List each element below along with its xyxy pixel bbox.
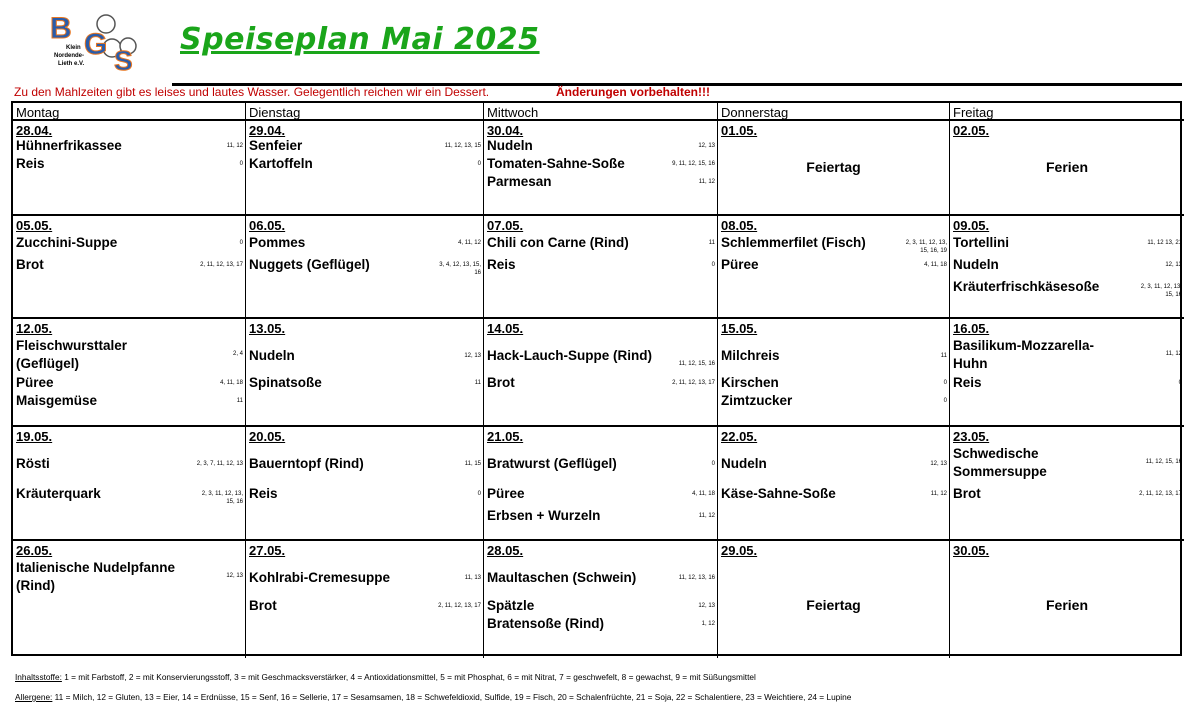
day-cell <box>718 216 950 319</box>
day-date: 30.05. <box>953 543 990 558</box>
menu-item: Erbsen + Wurzeln <box>487 508 601 523</box>
menu-item-codes: 2, 3, 7, 11, 12, 13 <box>196 461 243 467</box>
day-cell <box>950 541 1184 658</box>
menu-item: Bratwurst (Geflügel) <box>487 456 617 471</box>
day-cell <box>950 216 1184 319</box>
day-date: 21.05. <box>487 429 524 444</box>
day-date: 13.05. <box>249 321 286 336</box>
menu-item: Reis <box>16 156 45 171</box>
menu-item-codes: 3, 4, 12, 13, 15, 16 <box>439 262 481 276</box>
day-date: 26.05. <box>16 543 53 558</box>
ingredients-label: Inhaltsstoffe: <box>15 672 62 682</box>
menu-item-codes: 0 <box>477 491 481 497</box>
menu-item: Hühnerfrikassee <box>16 138 122 153</box>
menu-item-codes: 11, 15 <box>464 461 481 467</box>
menu-item-codes: 12, 13 <box>698 143 715 149</box>
menu-item: Kohlrabi-Cremesuppe <box>249 570 391 585</box>
page-title: Speiseplan Mai 2025 <box>180 22 540 57</box>
menu-item-codes: 2, 3, 11, 12, 13, 15, 16, 19 <box>905 240 947 254</box>
menu-item-codes: 2, 3, 11, 12, 13, 15, 16 <box>201 491 243 505</box>
ingredients-legend <box>15 672 756 682</box>
menu-item: Brot <box>16 257 44 272</box>
svg-text:B: B <box>50 12 72 45</box>
menu-item-codes: 11 <box>474 380 481 386</box>
menu-item: Milchreis <box>721 348 780 363</box>
menu-item: Maisgemüse <box>16 393 98 408</box>
menu-item-codes: 11, 12, 13, 15 <box>444 143 481 149</box>
menu-item: Zucchini-Suppe <box>16 235 118 250</box>
menu-item: Nudeln <box>953 257 999 272</box>
menu-item: Parmesan <box>487 174 552 189</box>
day-cell <box>246 216 484 319</box>
menu-item: Kräuterquark <box>16 486 101 501</box>
day-date: 07.05. <box>487 218 524 233</box>
menu-item: Käse-Sahne-Soße <box>721 486 836 501</box>
day-date: 08.05. <box>721 218 758 233</box>
day-date: 06.05. <box>249 218 286 233</box>
menu-item: Chili con Carne (Rind) <box>487 235 629 250</box>
day-date: 29.04. <box>249 123 286 138</box>
menu-item: Kräuterfrischkäsesoße <box>953 279 1100 294</box>
day-cell <box>484 319 718 427</box>
menu-item-codes: 12, 13 <box>226 573 243 579</box>
menu-item-codes: 12, 13 <box>1165 262 1182 268</box>
menu-item: Brot <box>249 598 277 613</box>
menu-item-codes: 0 <box>711 262 715 268</box>
day-cell <box>484 541 718 658</box>
day-cell <box>484 216 718 319</box>
menu-item-codes: 4, 11, 18 <box>692 491 715 497</box>
menu-item: Kirschen <box>721 375 779 390</box>
day-cell <box>246 541 484 658</box>
menu-item-codes: 4, 11, 18 <box>924 262 947 268</box>
menu-item-codes: 11 <box>236 398 243 404</box>
menu-item: Schwedische Sommersuppe <box>953 446 1047 479</box>
day-header-montag: Montag <box>13 103 246 121</box>
menu-item-codes: 2, 11, 12, 13, 17 <box>672 380 715 386</box>
svg-text:G: G <box>84 28 108 61</box>
menu-table <box>11 101 1182 656</box>
day-date: 19.05. <box>16 429 53 444</box>
menu-item-codes: 11, 12, 13, 16 <box>678 575 715 581</box>
day-cell <box>950 121 1184 216</box>
day-date: 12.05. <box>16 321 53 336</box>
menu-item: Maultaschen (Schwein) <box>487 570 637 585</box>
menu-item: Reis <box>953 375 982 390</box>
day-cell <box>718 121 950 216</box>
day-cell <box>718 427 950 541</box>
menu-item-codes: 11, 12 <box>698 179 715 185</box>
menu-item: Püree <box>721 257 759 272</box>
day-date: 15.05. <box>721 321 758 336</box>
day-cell <box>13 427 246 541</box>
menu-item: Tomaten-Sahne-Soße <box>487 156 625 171</box>
day-cell <box>246 319 484 427</box>
day-cell <box>246 121 484 216</box>
menu-item-codes: 0 <box>477 161 481 167</box>
changes-reserved-note: Änderungen vorbehalten!!! <box>556 85 711 99</box>
menu-item-codes: 11, 12 <box>698 513 715 519</box>
menu-item-codes: 4, 11, 12 <box>458 240 481 246</box>
menu-item-codes: 11, 12 <box>1165 351 1182 357</box>
menu-item-codes: 11, 12 13, 21 <box>1147 240 1182 246</box>
day-date: 28.05. <box>487 543 524 558</box>
menu-item: Rösti <box>16 456 50 471</box>
day-date: 23.05. <box>953 429 990 444</box>
menu-item-codes: 11 <box>708 240 715 246</box>
day-date: 05.05. <box>16 218 53 233</box>
menu-item-codes: 9, 11, 12, 15, 16 <box>672 161 715 167</box>
menu-item: Pommes <box>249 235 306 250</box>
day-cell <box>246 427 484 541</box>
day-cell <box>13 216 246 319</box>
menu-item-codes: 4, 11, 18 <box>220 380 243 386</box>
day-cell <box>13 541 246 658</box>
menu-item-codes: 12, 13 <box>930 461 947 467</box>
day-date: 02.05. <box>953 123 990 138</box>
menu-item: Reis <box>249 486 278 501</box>
day-note: Feiertag <box>806 597 861 613</box>
ingredients-text: 1 = mit Farbstoff, 2 = mit Konservierungsstoff, 3 = mit Geschmacksverstärker, 4 = Antioxidationsmittel, 5 = mit Phosphat, 6 = mit Nitrat, 7 = geschwefelt, 8 = gewachst, 9 = mit Süßungsmittel <box>61 672 756 682</box>
day-date: 27.05. <box>249 543 286 558</box>
menu-item: Nudeln <box>721 456 767 471</box>
menu-item-codes: 0 <box>711 461 715 467</box>
day-cell <box>950 319 1184 427</box>
menu-item: Hack-Lauch-Suppe (Rind) <box>487 348 653 363</box>
menu-item-codes: 0 <box>943 380 947 386</box>
menu-item: Italienische Nudelpfanne (Rind) <box>16 560 176 593</box>
menu-item-codes: 0 <box>1178 380 1182 386</box>
day-cell <box>950 427 1184 541</box>
allergens-legend <box>15 692 851 702</box>
menu-item: Kartoffeln <box>249 156 313 171</box>
day-date: 20.05. <box>249 429 286 444</box>
menu-item: Senfeier <box>249 138 303 153</box>
day-cell <box>13 319 246 427</box>
menu-item: Spätzle <box>487 598 535 613</box>
menu-item: Brot <box>487 375 515 390</box>
day-date: 16.05. <box>953 321 990 336</box>
menu-item-codes: 2, 11, 12, 13, 17 <box>438 603 481 609</box>
svg-text:Lieth e.V.: Lieth e.V. <box>58 61 85 67</box>
water-note: Zu den Mahlzeiten gibt es leises und lautes Wasser. Gelegentlich reichen wir ein Dessert. <box>14 85 490 99</box>
day-cell <box>484 121 718 216</box>
day-date: 22.05. <box>721 429 758 444</box>
day-date: 30.04. <box>487 123 524 138</box>
menu-item: Püree <box>487 486 525 501</box>
menu-item: Brot <box>953 486 981 501</box>
menu-item: Zimtzucker <box>721 393 793 408</box>
day-cell <box>718 541 950 658</box>
club-logo <box>44 8 148 72</box>
day-date: 14.05. <box>487 321 524 336</box>
day-note: Feiertag <box>806 159 861 175</box>
menu-item-codes: 2, 11, 12, 13, 17 <box>200 262 243 268</box>
menu-item: Nuggets (Geflügel) <box>249 257 370 272</box>
day-note: Ferien <box>1045 597 1088 613</box>
svg-text:S: S <box>114 45 133 72</box>
menu-item-codes: 11, 13 <box>464 575 481 581</box>
day-header-donnerstag: Donnerstag <box>718 103 950 121</box>
allergens-label: Allergene: <box>15 692 53 702</box>
day-header-dienstag: Dienstag <box>246 103 484 121</box>
menu-item: Reis <box>487 257 516 272</box>
day-date: 29.05. <box>721 543 758 558</box>
menu-item-codes: 0 <box>239 240 243 246</box>
menu-item-codes: 2, 3, 11, 12, 13, 15, 16 <box>1140 284 1182 298</box>
menu-item: Fleischwursttaler (Geflügel) <box>16 338 128 371</box>
menu-item-codes: 11, 12 <box>930 491 947 497</box>
menu-item-codes: 1, 12 <box>701 621 715 627</box>
menu-item: Tortellini <box>953 235 1009 250</box>
menu-item: Nudeln <box>487 138 533 153</box>
menu-item: Nudeln <box>249 348 295 363</box>
day-date: 09.05. <box>953 218 990 233</box>
menu-item-codes: 2, 11, 12, 13, 17 <box>1139 491 1182 497</box>
day-date: 28.04. <box>16 123 53 138</box>
allergens-text: 11 = Milch, 12 = Gluten, 13 = Eier, 14 = Erdnüsse, 15 = Senf, 16 = Sellerie, 17 = Sesamsamen, 18 = Schwefeldioxid, Sulfide, 19 = Fisch, 20 = Schalenfrüchte, 21 = Soja, 22 = Schalentiere, 23 = Weichtiere, 24 = Lupine <box>52 692 852 702</box>
menu-item: Schlemmerfilet (Fisch) <box>721 235 866 250</box>
day-cell <box>484 427 718 541</box>
day-note: Ferien <box>1045 159 1088 175</box>
menu-item-codes: 11, 12 <box>226 143 243 149</box>
day-date: 01.05. <box>721 123 758 138</box>
day-header-freitag: Freitag <box>950 103 1184 121</box>
menu-item-codes: 0 <box>943 398 947 404</box>
menu-item-codes: 11, 12, 15, 16 <box>1145 459 1182 465</box>
menu-item-codes: 11 <box>940 353 947 359</box>
menu-item: Basilikum-Mozzarella-Huhn <box>953 338 1095 371</box>
menu-item: Spinatsoße <box>249 375 322 390</box>
menu-item-codes: 0 <box>239 161 243 167</box>
menu-item: Bratensoße (Rind) <box>487 616 605 631</box>
menu-item: Püree <box>16 375 54 390</box>
svg-text:Klein: Klein <box>66 45 81 51</box>
day-header-mittwoch: Mittwoch <box>484 103 718 121</box>
day-cell <box>718 319 950 427</box>
menu-item: Bauerntopf (Rind) <box>249 456 364 471</box>
day-cell <box>13 121 246 216</box>
menu-item-codes: 11, 12, 15, 16 <box>678 361 715 367</box>
menu-item-codes: 12, 13 <box>698 603 715 609</box>
menu-item-codes: 2, 4 <box>232 351 243 357</box>
menu-item-codes: 12, 13 <box>464 353 481 359</box>
svg-text:Nordende-: Nordende- <box>54 53 84 59</box>
